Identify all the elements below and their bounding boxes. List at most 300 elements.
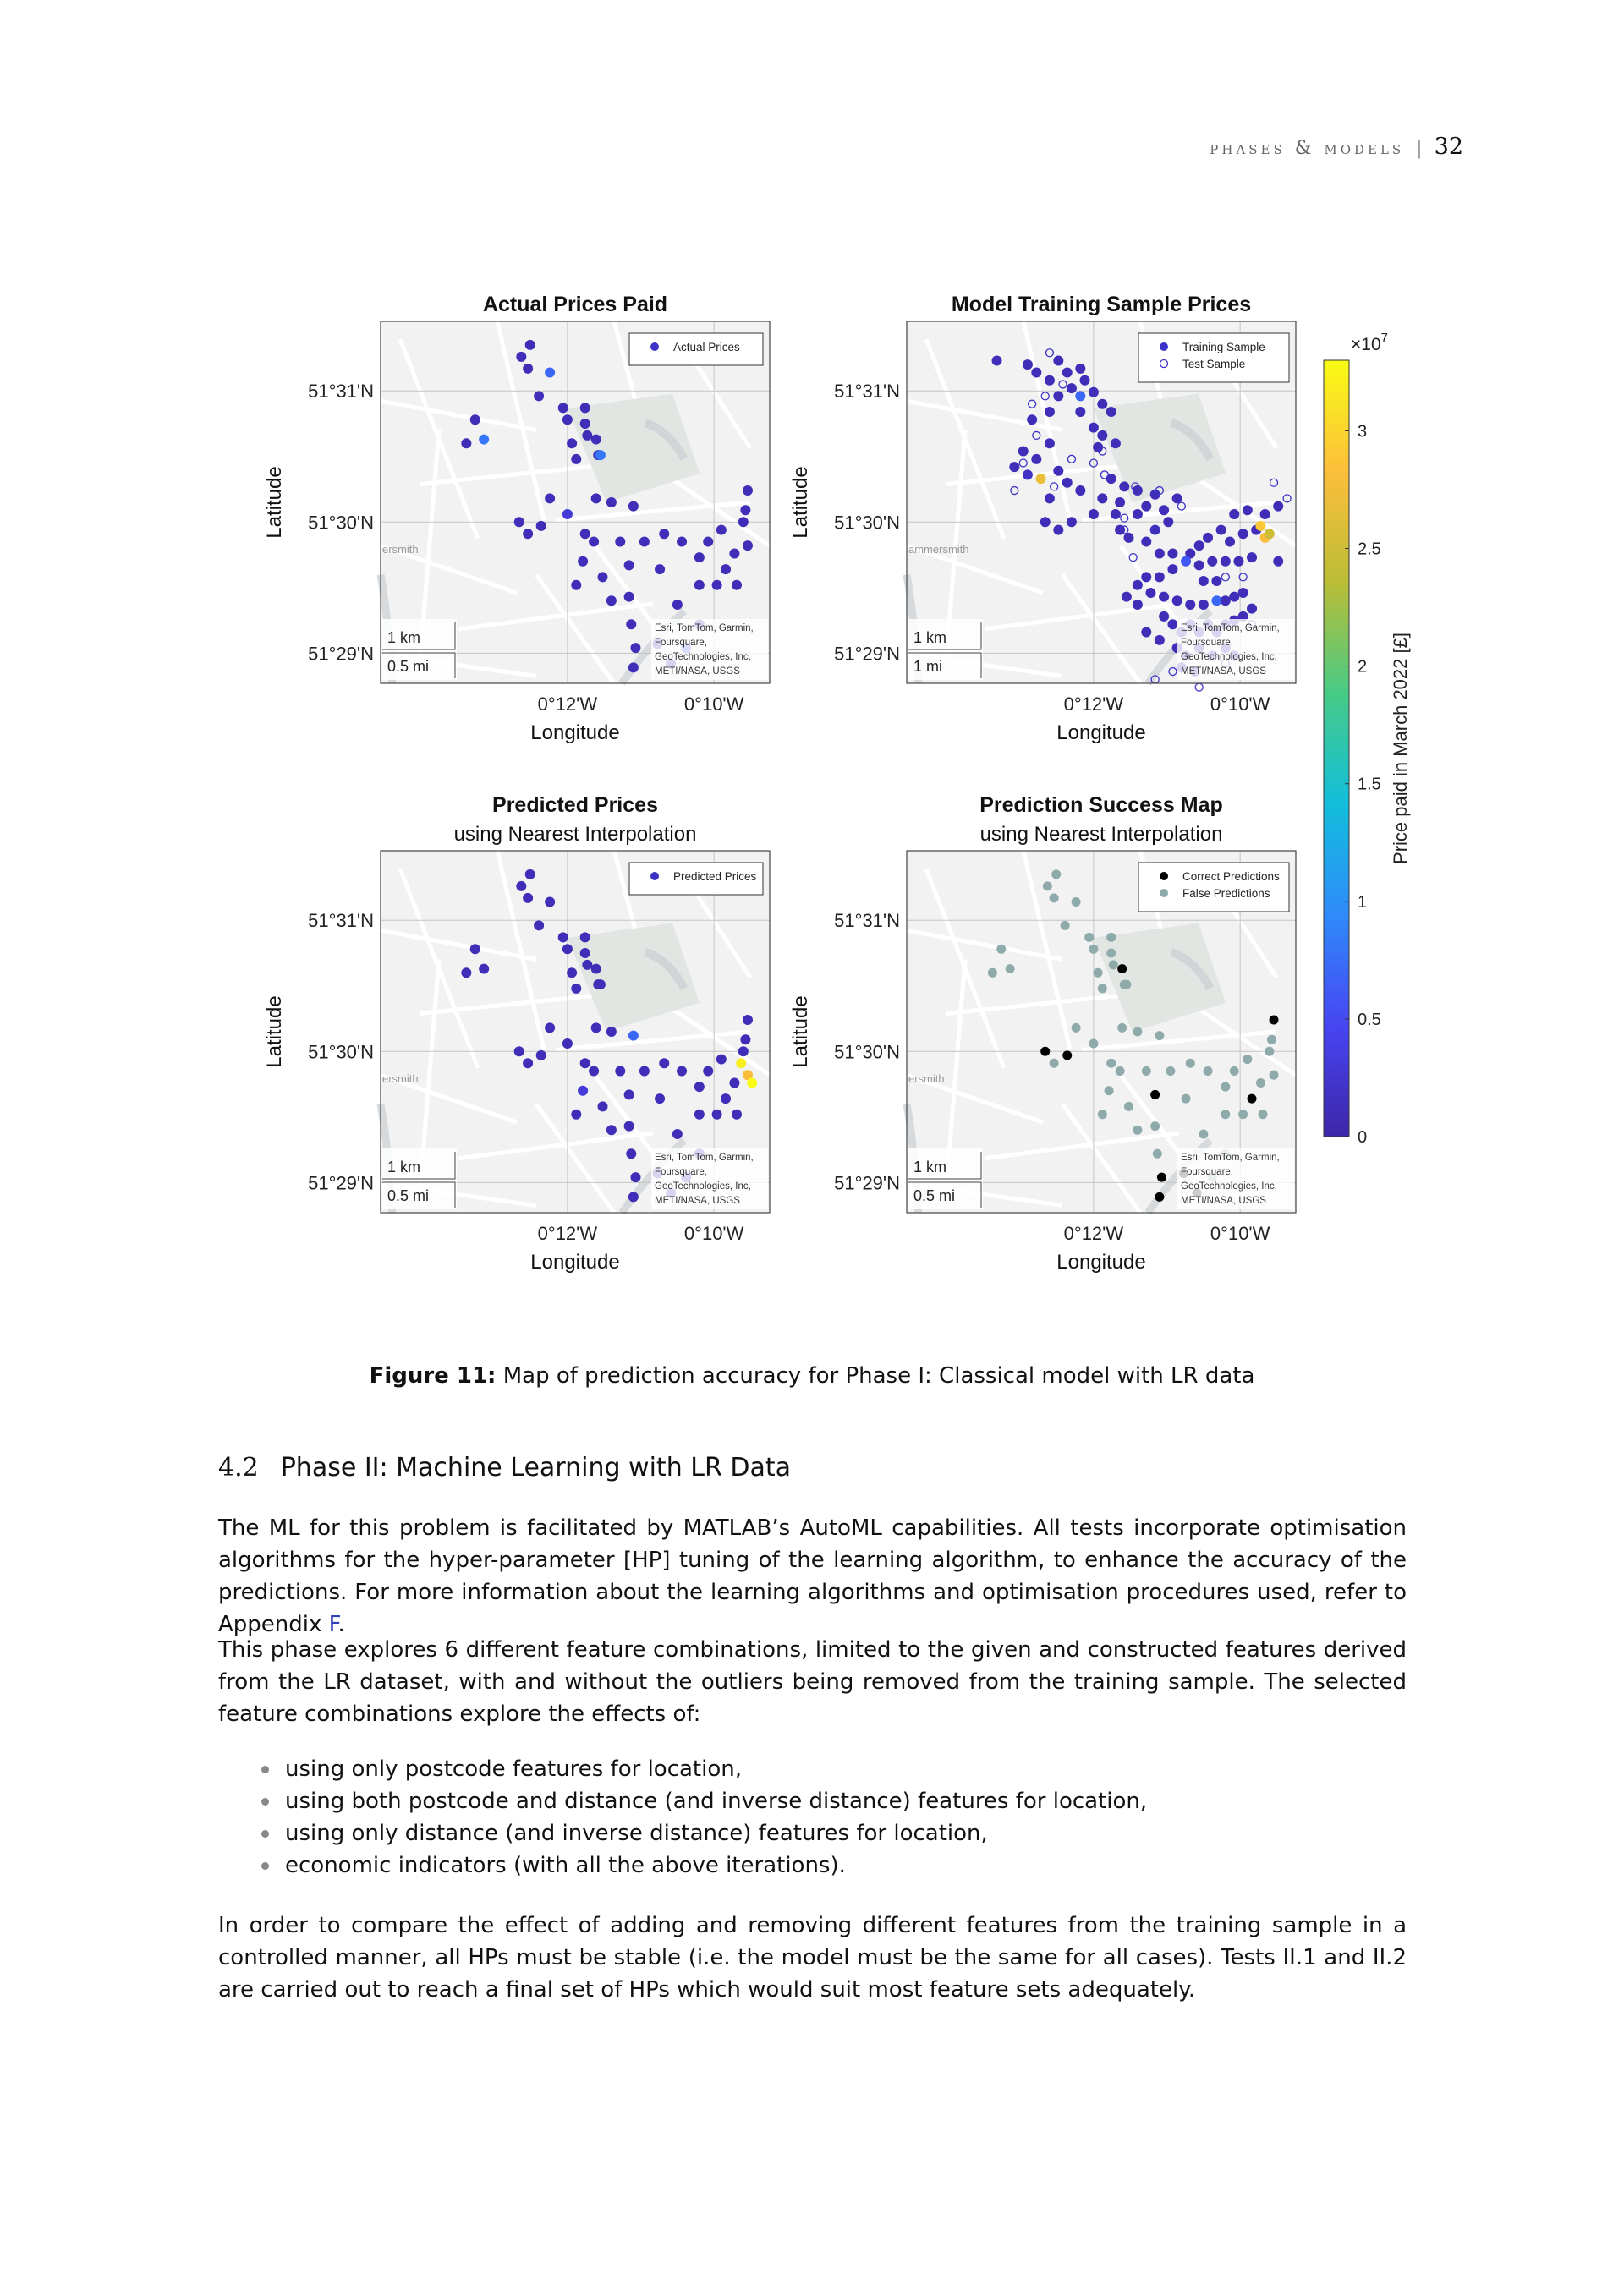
data-point-correct	[1117, 964, 1127, 973]
data-point-correct	[1150, 1090, 1160, 1099]
data-point-false	[1230, 1066, 1239, 1076]
legend-label: Training Sample	[1182, 341, 1265, 353]
data-point	[595, 450, 606, 460]
scalebar-label: 1 mi	[914, 658, 943, 675]
legend-label: Test Sample	[1182, 358, 1246, 370]
data-point	[606, 1125, 617, 1135]
data-point	[516, 352, 526, 362]
x-axis-label: Longitude	[530, 721, 620, 744]
map-panel	[789, 293, 1296, 744]
list-item: using only postcode features for location,	[258, 1753, 1147, 1785]
lon-tick-label: 0°12'W	[537, 693, 598, 715]
paragraph-1-text: The ML for this problem is facilitated by MATLAB’s AutoML capabilities. All tests incorporate optimisation algorithms for the hyper-parameter [HP] tuning of the learning algorithm, to enhance the accuracy of the predictions. For more information about the learning algorithms and optimisation procedures used, refer to Appendix	[218, 1515, 1407, 1637]
data-point	[1194, 560, 1204, 570]
figure-11	[254, 279, 1438, 1294]
data-point	[1122, 592, 1132, 602]
data-point	[1106, 474, 1116, 484]
data-point	[694, 1110, 705, 1120]
data-point-false	[1098, 984, 1107, 993]
data-point	[558, 403, 568, 413]
data-point	[1067, 383, 1077, 393]
data-point	[1067, 517, 1077, 527]
attribution-text: GeoTechnologies, Inc,	[655, 1181, 751, 1192]
data-point	[1159, 592, 1169, 602]
paragraph-2: This phase explores 6 different feature combinations, limited to the given and constructed features derived from the LR dataset, with and without the outliers being removed from the training sample. The selected feature combinations explore the effects of:	[218, 1637, 1407, 1727]
scalebar-label: 0.5 mi	[387, 658, 430, 675]
data-point-test	[1195, 683, 1203, 691]
colorbar-tick-label: 3	[1358, 422, 1368, 441]
data-point	[743, 540, 753, 551]
data-point	[1089, 423, 1099, 433]
data-point	[639, 1066, 650, 1077]
lon-tick-label: 0°10'W	[683, 693, 744, 715]
figure-panels	[254, 279, 1438, 1294]
data-point	[1123, 533, 1133, 543]
lon-tick-label: 0°12'W	[1063, 693, 1124, 715]
lat-tick-label: 51°31'N	[308, 381, 374, 403]
data-point	[1167, 564, 1177, 574]
data-point	[525, 869, 535, 879]
data-point	[580, 529, 590, 539]
data-point	[1053, 525, 1063, 535]
data-point	[626, 1148, 636, 1159]
data-point-false	[1166, 1066, 1175, 1076]
caption-label: Figure 11:	[369, 1363, 497, 1389]
data-point	[677, 1066, 687, 1077]
running-head	[1210, 134, 1463, 160]
data-point	[525, 340, 535, 350]
data-point	[523, 1058, 533, 1068]
data-point	[743, 1015, 753, 1025]
attribution-text: GeoTechnologies, Inc,	[1181, 652, 1277, 662]
lat-tick-label: 51°29'N	[834, 1172, 900, 1194]
data-point-false	[1061, 921, 1070, 930]
legend-marker	[650, 342, 659, 351]
map-place-label: ersmith	[908, 1071, 945, 1085]
colorbar-tick-label: 0	[1358, 1128, 1368, 1147]
data-point	[562, 1038, 573, 1049]
legend-label: False Predictions	[1182, 887, 1270, 900]
data-point	[562, 414, 573, 425]
legend-label: Predicted Prices	[673, 870, 757, 883]
data-point	[624, 560, 634, 570]
data-point	[606, 595, 617, 606]
colorbar-tick-label: 1	[1358, 892, 1368, 912]
data-point	[1045, 438, 1055, 448]
lat-tick-label: 51°29'N	[834, 643, 900, 665]
data-point	[1229, 509, 1239, 519]
panel-title: Model Training Sample Prices	[951, 293, 1252, 316]
x-axis-label: Longitude	[530, 1251, 620, 1274]
data-point-false	[1084, 933, 1094, 942]
data-point	[1273, 556, 1283, 567]
data-point	[712, 580, 722, 590]
lat-tick-label: 51°30'N	[834, 1041, 900, 1063]
data-point	[470, 944, 480, 954]
data-point	[597, 572, 607, 582]
data-point	[677, 537, 687, 547]
data-point	[1155, 572, 1165, 582]
paragraph-3: In order to compare the effect of adding and removing different features from the training sample in a controlled manner, all HPs must be stable (i.e. the model must be the same for all cases). Tests II.1 and II.2 are carried out to reach a final set of HPs which would suit most feature sets adequately.	[218, 1913, 1407, 2003]
data-point	[736, 1058, 746, 1068]
data-point	[1075, 485, 1085, 496]
data-point	[1111, 509, 1121, 519]
data-point-false	[1106, 948, 1116, 957]
data-point	[1233, 556, 1243, 567]
legend-marker	[1160, 889, 1168, 897]
data-point	[1159, 611, 1169, 622]
lon-tick-label: 0°12'W	[1063, 1223, 1124, 1244]
map-place-label: ersmith	[382, 542, 419, 556]
data-point	[1211, 576, 1221, 586]
data-point-false	[1072, 1023, 1081, 1033]
data-point-false	[1122, 980, 1131, 989]
data-point	[571, 984, 581, 994]
scalebar-label: 1 km	[387, 1159, 421, 1175]
data-point	[595, 979, 606, 989]
data-point-false	[1238, 1110, 1248, 1119]
data-point	[479, 435, 489, 445]
data-point	[1163, 517, 1173, 527]
data-point	[580, 403, 590, 413]
data-point	[1229, 592, 1239, 602]
map-place-label: ammersmith	[908, 542, 969, 556]
colorbar-label: Price paid in March 2022 [£]	[1390, 633, 1411, 864]
data-point	[545, 367, 555, 377]
data-point	[624, 1121, 634, 1132]
data-point-correct	[1270, 1016, 1279, 1025]
running-head-section: phases & models	[1210, 138, 1405, 159]
data-point	[567, 967, 577, 978]
data-point	[738, 1046, 749, 1056]
data-point	[672, 600, 683, 610]
data-point	[992, 356, 1002, 366]
list-item: economic indicators (with all the above iterations).	[258, 1849, 1147, 1882]
data-point	[1089, 387, 1099, 397]
data-point-false	[1221, 1082, 1230, 1092]
data-point-false	[1199, 1129, 1208, 1138]
data-point	[1141, 501, 1151, 512]
attribution-text: METI/NASA, USGS	[655, 1196, 740, 1206]
data-point	[571, 454, 581, 464]
data-point	[639, 537, 650, 547]
data-point	[1260, 509, 1270, 519]
paragraph-1-end: .	[337, 1612, 345, 1637]
data-point	[1199, 576, 1209, 586]
data-point	[740, 505, 750, 515]
legend-marker	[650, 872, 659, 880]
data-point	[1225, 537, 1235, 547]
data-point	[655, 564, 665, 574]
panel-title: Predicted Prices	[492, 793, 658, 817]
data-point	[1027, 414, 1037, 425]
data-point	[624, 1089, 634, 1099]
page-number: 32	[1434, 134, 1463, 160]
data-point	[732, 580, 742, 590]
feature-list	[258, 1753, 1147, 1882]
data-point	[523, 893, 533, 903]
data-point	[1141, 627, 1151, 638]
data-point	[732, 1110, 742, 1120]
data-point	[1221, 595, 1231, 606]
data-point	[659, 529, 669, 539]
data-point	[1255, 521, 1265, 531]
data-point	[1053, 466, 1063, 476]
data-point	[1167, 619, 1177, 629]
data-point	[545, 1022, 555, 1033]
data-point	[536, 521, 546, 531]
data-point	[1097, 430, 1107, 441]
data-point	[523, 364, 533, 374]
lat-tick-label: 51°30'N	[308, 512, 374, 534]
data-point	[1172, 493, 1182, 503]
map-panel	[263, 793, 770, 1274]
data-point-false	[1259, 1110, 1268, 1119]
scalebar-label: 1 km	[914, 1159, 947, 1175]
section-heading	[218, 1453, 791, 1482]
data-point-false	[1109, 960, 1118, 969]
data-point-false	[1150, 1121, 1160, 1131]
data-point	[514, 1046, 524, 1056]
data-point	[580, 932, 590, 942]
data-point	[628, 1192, 639, 1202]
data-point	[721, 564, 731, 574]
data-point	[1045, 493, 1055, 503]
map-place-label: ersmith	[382, 1071, 419, 1085]
colorbar-gradient	[1324, 360, 1349, 1137]
panel-subtitle: using Nearest Interpolation	[979, 823, 1223, 846]
data-point	[1111, 438, 1121, 448]
data-point	[729, 548, 739, 558]
data-point	[712, 1110, 722, 1120]
attribution-text: Esri, TomTom, Garmin,	[1181, 1153, 1280, 1163]
y-axis-label: Latitude	[789, 995, 812, 1068]
data-point	[534, 920, 544, 930]
y-axis-label: Latitude	[263, 995, 286, 1068]
data-point	[1243, 505, 1253, 515]
data-point	[589, 537, 599, 547]
y-axis-label: Latitude	[789, 466, 812, 539]
data-point	[747, 1077, 757, 1088]
data-point-false	[1098, 1110, 1107, 1119]
data-point	[1075, 407, 1085, 417]
scalebar-label: 0.5 mi	[387, 1187, 430, 1204]
data-point	[628, 501, 639, 512]
data-point-false	[1142, 1066, 1151, 1076]
data-point-false	[1089, 945, 1098, 954]
legend-label: Correct Predictions	[1182, 870, 1280, 883]
attribution-text: METI/NASA, USGS	[1181, 1196, 1266, 1206]
data-point	[536, 1050, 546, 1060]
scalebar-label: 1 km	[914, 629, 947, 646]
data-point	[1199, 600, 1209, 610]
data-point	[1238, 588, 1248, 598]
appendix-link[interactable]: F	[328, 1612, 338, 1637]
data-point	[514, 517, 524, 527]
legend-label: Actual Prices	[673, 341, 740, 353]
data-point-false	[996, 945, 1006, 954]
data-point	[1075, 391, 1085, 401]
lat-tick-label: 51°31'N	[834, 910, 900, 932]
data-point	[615, 1066, 625, 1077]
data-point	[1273, 501, 1283, 512]
data-point	[606, 1027, 617, 1037]
data-point	[1080, 375, 1090, 386]
data-point	[703, 1066, 713, 1077]
data-point-false	[1204, 1066, 1213, 1076]
data-point	[626, 619, 636, 629]
attribution-text: Foursquare,	[1181, 1167, 1234, 1177]
data-point	[1133, 600, 1143, 610]
attribution-text: GeoTechnologies, Inc,	[655, 652, 751, 662]
data-point	[589, 1066, 599, 1077]
lat-tick-label: 51°29'N	[308, 1172, 374, 1194]
data-point	[624, 592, 634, 602]
data-point	[1053, 356, 1063, 366]
data-point	[580, 419, 590, 429]
data-point	[1247, 552, 1257, 562]
data-point-false	[1072, 897, 1081, 907]
data-point	[628, 1031, 639, 1041]
data-point	[743, 485, 753, 496]
data-point-false	[1050, 893, 1059, 902]
data-point	[516, 881, 526, 891]
data-point	[738, 517, 749, 527]
section-number: 4.2	[218, 1453, 259, 1482]
colorbar-tick-label: 2	[1358, 657, 1368, 677]
attribution-text: Esri, TomTom, Garmin,	[655, 1153, 754, 1163]
data-point	[479, 964, 489, 974]
attribution-text: Foursquare,	[655, 638, 708, 648]
panel-title: Actual Prices Paid	[482, 293, 668, 316]
data-point	[1009, 462, 1019, 472]
data-point	[591, 493, 601, 503]
data-point	[1097, 399, 1107, 409]
data-point-false	[1089, 1038, 1098, 1048]
data-point	[1031, 367, 1041, 377]
data-point	[461, 438, 471, 448]
data-point	[1031, 454, 1041, 464]
data-point-false	[988, 968, 997, 978]
data-point-false	[1155, 1031, 1164, 1040]
data-point	[545, 493, 555, 503]
data-point	[1023, 359, 1033, 370]
data-point-false	[1243, 1055, 1252, 1064]
data-point	[1075, 364, 1085, 374]
scalebar-label: 0.5 mi	[914, 1187, 956, 1204]
data-point	[597, 1101, 607, 1111]
data-point	[1181, 556, 1191, 567]
data-point	[1062, 478, 1073, 488]
data-point-false	[1133, 1027, 1142, 1037]
list-item: using only distance (and inverse distance) features for location,	[258, 1817, 1147, 1849]
data-point	[1207, 556, 1217, 567]
data-point-false	[1133, 1126, 1142, 1135]
panel-subtitle: using Nearest Interpolation	[453, 823, 697, 846]
data-point	[1172, 595, 1182, 606]
data-point	[591, 1022, 601, 1033]
map-panel	[789, 793, 1296, 1274]
data-point	[1221, 556, 1231, 567]
attribution-text: METI/NASA, USGS	[1181, 666, 1266, 677]
data-point	[1133, 509, 1143, 519]
map-panel	[263, 293, 770, 744]
section-title: Phase II: Machine Learning with LR Data	[280, 1453, 791, 1482]
lat-tick-label: 51°30'N	[834, 512, 900, 534]
data-point	[461, 967, 471, 978]
lon-tick-label: 0°10'W	[1210, 1223, 1270, 1244]
colorbar-tick-label: 1.5	[1358, 775, 1381, 794]
attribution-text: Esri, TomTom, Garmin,	[1181, 623, 1280, 633]
data-point	[580, 948, 590, 958]
lon-tick-label: 0°12'W	[537, 1223, 598, 1244]
data-point-correct	[1062, 1050, 1072, 1060]
data-point-false	[1124, 1102, 1133, 1111]
lat-tick-label: 51°31'N	[834, 381, 900, 403]
data-point	[562, 509, 573, 519]
paragraph-1	[218, 1512, 1407, 1641]
data-point	[1155, 548, 1165, 558]
data-point	[1018, 447, 1029, 457]
data-point-false	[1265, 1047, 1274, 1056]
data-point	[1141, 572, 1151, 582]
data-point-false	[1256, 1078, 1265, 1088]
data-point	[534, 391, 544, 401]
data-point	[1265, 529, 1275, 539]
data-point	[1216, 525, 1226, 535]
data-point	[1203, 533, 1213, 543]
data-point	[1247, 604, 1257, 614]
data-point	[630, 1172, 640, 1182]
data-point	[1045, 407, 1055, 417]
data-point	[1238, 529, 1248, 539]
data-point	[545, 896, 555, 907]
data-point-false	[1117, 1023, 1127, 1033]
data-point	[694, 580, 705, 590]
data-point-false	[1006, 964, 1015, 973]
data-point	[1159, 505, 1169, 515]
scalebar-label: 1 km	[387, 629, 421, 646]
data-point-false	[1051, 869, 1061, 879]
data-point	[578, 556, 588, 567]
data-point	[571, 1110, 581, 1120]
data-point	[1194, 540, 1204, 551]
data-point	[716, 525, 727, 535]
attribution-text: Foursquare,	[655, 1167, 708, 1177]
data-point	[1045, 375, 1055, 386]
x-axis-label: Longitude	[1056, 721, 1146, 744]
data-point	[672, 1129, 683, 1139]
data-point	[1040, 517, 1051, 527]
data-point	[558, 932, 568, 942]
data-point-false	[1094, 968, 1103, 978]
data-point	[1145, 588, 1155, 598]
attribution-text: GeoTechnologies, Inc,	[1181, 1181, 1277, 1192]
data-point	[659, 1058, 669, 1068]
data-point	[1097, 493, 1107, 503]
data-point-false	[1106, 933, 1116, 942]
data-point	[1023, 469, 1033, 479]
data-point	[655, 1093, 665, 1104]
data-point-false	[1105, 1086, 1114, 1095]
data-point	[567, 438, 577, 448]
x-axis-label: Longitude	[1056, 1251, 1146, 1274]
data-point	[721, 1093, 731, 1104]
data-point	[1133, 580, 1143, 590]
data-point-correct	[1248, 1094, 1257, 1104]
attribution-text: Esri, TomTom, Garmin,	[655, 623, 754, 633]
data-point	[1167, 548, 1177, 558]
